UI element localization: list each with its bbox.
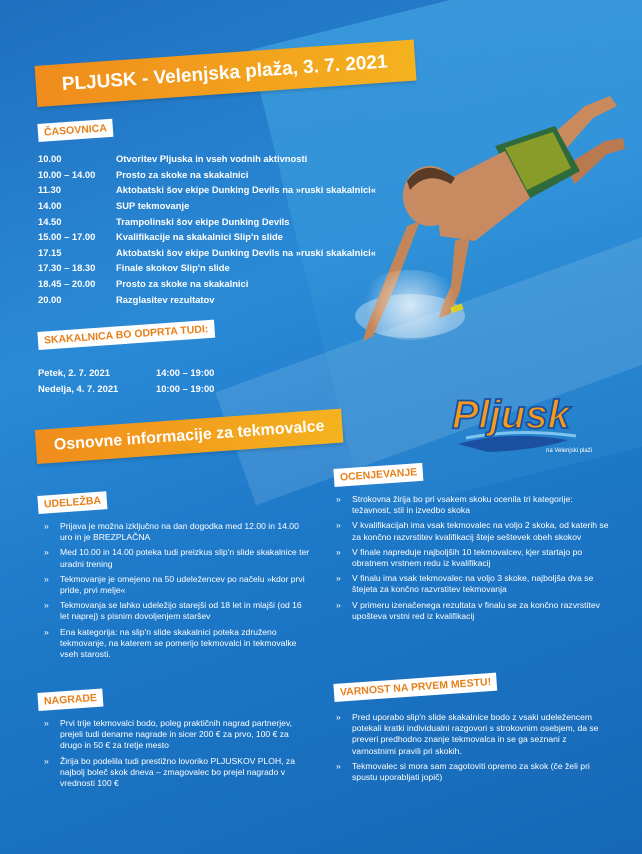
schedule-time: 11.30: [38, 184, 61, 196]
safety-heading: VARNOST NA PRVEM MESTU!: [333, 673, 497, 702]
list-item: » V finale napreduje najboljših 10 tekmovalcev, kjer startajo po obratnem vrstnem redu iz kvalifikacij: [332, 547, 610, 569]
list-item: » V primeru izenačenega rezultata v finalu se za končno razvrstitev upošteva vrstni red iz kvalifikacij: [332, 600, 610, 622]
list-item: » Prvi trije tekmovalci bodo, poleg praktičnih nagrad partnerjev, prejeli tudi denarne nagrade in sicer 200 € za prvo, 100 € za drugo in 50 € za tretje mesto: [40, 718, 310, 752]
judging-heading: OCENJEVANJE: [333, 463, 423, 487]
list-item: » V finalu ima vsak tekmovalec na voljo 3 skoke, najboljša dva se štejeta za končno razvrstitev tekmovanja: [332, 573, 610, 595]
schedule-event: Finale skokov Slip'n slide: [116, 262, 230, 274]
prizes-heading: NAGRADE: [37, 688, 103, 710]
schedule-row: [38, 213, 368, 229]
schedule-event: Prosto za skoke na skakalnici: [116, 278, 249, 290]
list-item: » Žirija bo podelila tudi prestižno lovoriko PLJUSKOV PLOH, za najbolj boleč skok dneva – zmagovalec bo prejel nagrado v vrednosti 100 €: [40, 756, 310, 790]
open-hours-list: [38, 364, 214, 396]
list-item: » Tekmovanje je omejeno na 50 udeležencev po načelu »kdor prvi pride, prvi melje«: [40, 574, 310, 596]
schedule-row: [38, 198, 368, 214]
schedule-row: [38, 260, 368, 276]
safety-list: [332, 712, 610, 787]
list-item: » Ena kategorija: na slip'n slide skakalnici poteka združeno tekmovanje, na katerem se pomerijo tekmovalci in tekmovalke vseh starosti.: [40, 627, 310, 661]
schedule-time: 17.30 – 18.30: [38, 262, 96, 274]
schedule-event: Razglasitev rezultatov: [116, 293, 215, 305]
schedule-time: 10.00: [38, 153, 62, 165]
judging-list: [332, 494, 610, 626]
open-day: Petek, 2. 7. 2021: [38, 366, 110, 378]
open-time: 10:00 – 19:00: [156, 382, 215, 394]
open-hours-row: [38, 364, 214, 380]
participation-heading: UDELEŽBA: [37, 491, 107, 514]
schedule-time: 17.15: [38, 246, 62, 258]
schedule-row: [38, 182, 377, 198]
schedule-time: 14.00: [38, 200, 62, 212]
schedule-list: [38, 151, 377, 307]
schedule-time: 10.00 – 14.00: [38, 168, 96, 180]
schedule-event: Prosto za skoke na skakalnici: [116, 168, 249, 180]
schedule-event: Aktobatski šov ekipe Dunking Devils na »ruski skakalnici«: [116, 246, 377, 258]
schedule-row: [38, 245, 377, 261]
list-item: » Strokovna žirija bo pri vsakem skoku ocenila tri kategorije: težavnost, stil in izvedbo skoka: [332, 494, 610, 516]
schedule-row: [38, 151, 368, 167]
list-item: » Med 10.00 in 14.00 poteka tudi preizkus slip'n slide skakalnice ter uradni trening: [40, 547, 310, 569]
open-day: Nedelja, 4. 7. 2021: [38, 382, 119, 394]
pljusk-logo: [448, 378, 608, 458]
schedule-row: [38, 229, 368, 245]
open-hours-heading: SKAKALNICA BO ODPRTA TUDI:: [37, 320, 215, 350]
participation-list: [40, 521, 310, 664]
schedule-row: [38, 167, 368, 183]
schedule-event: SUP tekmovanje: [116, 200, 190, 212]
schedule-time: 14.50: [38, 215, 62, 227]
schedule-time: 15.00 – 17.00: [38, 231, 96, 243]
list-item: » Tekmovanja se lahko udeležijo starejši od 18 let in mlajši (od 16 let naprej) s pisnim dovoljenjem staršev: [40, 600, 310, 622]
list-item: » Pred uporabo slip'n slide skakalnice bodo z vsaki udeležencem potekali kratki individualni razgovori s strokovnim osebjem, da se preveri predhodno znanje tekmovalca in se ga seznani z varnostnimi pravili pri skokih.: [332, 712, 610, 757]
schedule-time: 18.45 – 20.00: [38, 278, 96, 290]
schedule-row: [38, 276, 368, 292]
schedule-event: Kvalifikacije na skakalnici Slip'n slide: [116, 231, 283, 243]
open-time: 14:00 – 19:00: [156, 366, 215, 378]
schedule-event: Aktobatski šov ekipe Dunking Devils na »ruski skakalnici«: [116, 184, 377, 196]
list-item: » Tekmovalec si mora sam zagotoviti opremo za skok (če želi pri spustu uporabljati jopič): [332, 761, 610, 783]
prizes-list: [40, 718, 310, 793]
list-item: » V kvalifikacijah ima vsak tekmovalec na voljo 2 skoka, od katerih se za končno razvrstitev kvalifikacij šteje seštevek obeh skokov: [332, 520, 610, 542]
list-item: » Prijava je možna izključno na dan dogodka med 12.00 in 14.00 uro in je BREZPLAČNA: [40, 521, 310, 543]
info-heading: Osnovne informacije za tekmovalce: [53, 417, 326, 454]
water-splash: [355, 270, 465, 340]
schedule-time: 20.00: [38, 293, 62, 305]
event-title: PLJUSK - Velenjska plaža, 3. 7. 2021: [61, 51, 389, 96]
schedule-row: [38, 291, 368, 307]
svg-text:na Velenjski plaži: na Velenjski plaži: [546, 448, 593, 454]
schedule-event: Trampolinski šov ekipe Dunking Devils: [116, 215, 290, 227]
svg-text:Pljusk: Pljusk: [452, 393, 570, 437]
schedule-heading: ČASOVNICA: [37, 119, 113, 142]
open-hours-row: [38, 380, 214, 396]
schedule-event: Otvoritev Pljuska in vseh vodnih aktivnosti: [116, 153, 308, 165]
